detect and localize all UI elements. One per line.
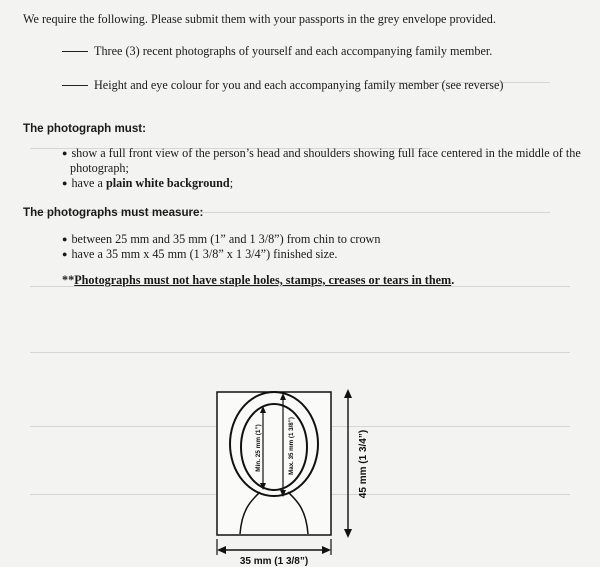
arrowhead-icon bbox=[217, 546, 226, 554]
bullet-icon: ● bbox=[62, 234, 68, 244]
height-dimension-label: 45 mm (1 3/4”) bbox=[358, 429, 369, 499]
arrowhead-icon bbox=[344, 389, 352, 398]
arrowhead-icon bbox=[322, 546, 331, 554]
arrowhead-icon bbox=[344, 529, 352, 538]
photo-measure-item-2: ● have a 35 mm x 45 mm (1 3/8” x 1 3/4”) finished size. bbox=[62, 247, 338, 261]
photo-measure-heading: The photographs must measure: bbox=[23, 206, 204, 219]
bullet-icon: ● bbox=[62, 148, 68, 158]
requirement-height-eye: Height and eye colour for you and each accompanying family member (see reverse) bbox=[62, 78, 503, 92]
checkbox-blank[interactable] bbox=[62, 85, 88, 86]
requirement-photos: Three (3) recent photographs of yourself and each accompanying family member. bbox=[62, 44, 492, 58]
min-height-label: Min. 25 mm (1”) bbox=[255, 424, 262, 472]
bullet-icon: ● bbox=[62, 249, 68, 259]
min-head-oval bbox=[241, 404, 307, 490]
intro-text: We require the following. Please submit them with your passports in the grey envelope provided. bbox=[23, 12, 496, 26]
checkbox-blank[interactable] bbox=[62, 51, 88, 52]
max-height-label: Max. 35 mm (1 3/8”) bbox=[288, 417, 295, 475]
photo-size-diagram bbox=[200, 380, 380, 567]
bullet-icon: ● bbox=[62, 178, 68, 188]
warning-text: **Photographs must not have staple holes, stamps, creases or tears in them. bbox=[62, 273, 455, 287]
photo-must-item-1-cont: photograph; bbox=[70, 161, 129, 175]
photo-measure-item-1: ● between 25 mm and 35 mm (1” and 1 3/8”) from chin to crown bbox=[62, 232, 381, 246]
photo-must-item-1: ● show a full front view of the person’s head and shoulders showing full face centered in the middle of the bbox=[62, 146, 581, 160]
photo-must-heading: The photograph must: bbox=[23, 122, 147, 135]
photo-must-item-2: ● have a plain white background; bbox=[62, 176, 234, 190]
width-dimension-label: 35 mm (1 3/8”) bbox=[239, 556, 309, 567]
